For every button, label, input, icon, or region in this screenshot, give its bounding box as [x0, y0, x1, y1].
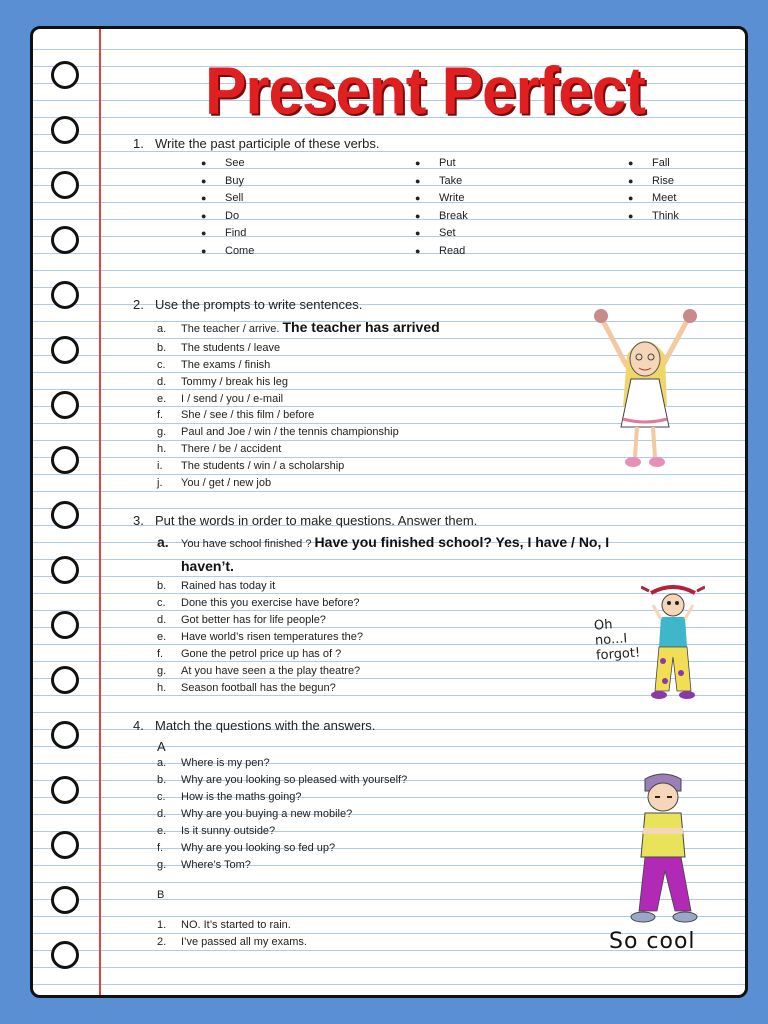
- binder-ring: [51, 556, 79, 584]
- exercise-3-item: f. Gone the petrol price up has of ?: [157, 648, 342, 660]
- cheering-girl-illustration: [591, 307, 701, 472]
- exercise-2-item: d. Tommy / break his leg: [157, 376, 288, 388]
- column-a-label: A: [157, 739, 166, 754]
- exercise-4-question: f. Why are you looking so fed up?: [157, 842, 336, 854]
- exercise-4-answer: 1. NO. It’s started to rain.: [157, 919, 291, 931]
- binder-ring: [51, 721, 79, 749]
- binder-ring: [51, 336, 79, 364]
- exercise-4-question: d. Why are you buying a new mobile?: [157, 808, 353, 820]
- verb-list-col-3: ● Fall ● Rise ● Meet ● Think: [628, 157, 679, 222]
- exercise-3-item: h. Season football has the begun?: [157, 682, 336, 694]
- binder-ring: [51, 226, 79, 254]
- exercise-3-example: a. You have school finished ? Have you finished school? Yes, I have / No, I: [157, 534, 610, 550]
- exercise-3-item: g. At you have seen a the play theatre?: [157, 665, 361, 677]
- exercise-4-question: e. Is it sunny outside?: [157, 825, 276, 837]
- binder-ring: [51, 391, 79, 419]
- exercise-3-item: d. Got better has for life people?: [157, 614, 326, 626]
- margin-line: [99, 29, 101, 995]
- exercise-2-item: c. The exams / finish: [157, 359, 271, 371]
- binder-ring: [51, 281, 79, 309]
- exercise-4-question: c. How is the maths going?: [157, 791, 302, 803]
- exercise-3-instruction: 3. Put the words in order to make questions. Answer them.: [133, 513, 478, 528]
- exercise-4-instruction: 4. Match the questions with the answers.: [133, 718, 376, 733]
- exercise-4-question: b. Why are you looking so pleased with yourself?: [157, 774, 408, 786]
- binder-ring: [51, 666, 79, 694]
- oh-no-caption: Oh no...I forgot!: [593, 617, 641, 664]
- binder-ring: [51, 446, 79, 474]
- exercise-3-example-answer-cont: haven’t.: [181, 558, 234, 574]
- exercise-4-question: a. Where is my pen?: [157, 757, 270, 769]
- exercise-3-item: e. Have world’s risen temperatures the?: [157, 631, 363, 643]
- exercise-3-item: c. Done this you exercise have before?: [157, 597, 360, 609]
- exercise-4-question: g. Where’s Tom?: [157, 859, 251, 871]
- notebook-page: [30, 26, 748, 998]
- binder-ring: [51, 831, 79, 859]
- column-b-label: B: [157, 889, 165, 901]
- exercise-2-item: f. She / see / this film / before: [157, 409, 315, 421]
- example-answer: The teacher has arrived: [282, 319, 440, 335]
- exercise-2-instruction: 2. Use the prompts to write sentences.: [133, 297, 363, 312]
- binder-ring: [51, 116, 79, 144]
- binder-ring: [51, 61, 79, 89]
- binder-ring: [51, 776, 79, 804]
- binder-ring: [51, 501, 79, 529]
- page-title: Present Perfect: [205, 54, 645, 129]
- exercise-4-answer: 2. I’ve passed all my exams.: [157, 936, 307, 948]
- binder-ring: [51, 171, 79, 199]
- cool-boy-illustration: [615, 771, 711, 931]
- verb-list-col-2: ● Put ● Take ● Write ● Break ● Set ● Read: [415, 157, 468, 257]
- exercise-2-item: a. The teacher / arrive. The teacher has arrived: [157, 319, 440, 335]
- exercise-2-item: g. Paul and Joe / win / the tennis championship: [157, 426, 399, 438]
- binder-ring: [51, 941, 79, 969]
- binder-ring: [51, 886, 79, 914]
- exercise-2-item: b. The students / leave: [157, 342, 281, 354]
- exercise-1-instruction: 1. Write the past participle of these verbs.: [133, 136, 380, 151]
- exercise-2-item: j. You / get / new job: [157, 477, 272, 489]
- worried-girl-illustration: [641, 585, 705, 703]
- exercise-2-item: h. There / be / accident: [157, 443, 282, 455]
- verb-list-col-1: ● See ● Buy ● Sell ● Do ● Find ● Come: [201, 157, 255, 257]
- exercise-3-item: b. Rained has today it: [157, 580, 276, 592]
- exercise-2-item: i. The students / win / a scholarship: [157, 460, 345, 472]
- so-cool-caption: So cool: [609, 929, 696, 954]
- binder-ring: [51, 611, 79, 639]
- exercise-2-item: e. I / send / you / e-mail: [157, 393, 284, 405]
